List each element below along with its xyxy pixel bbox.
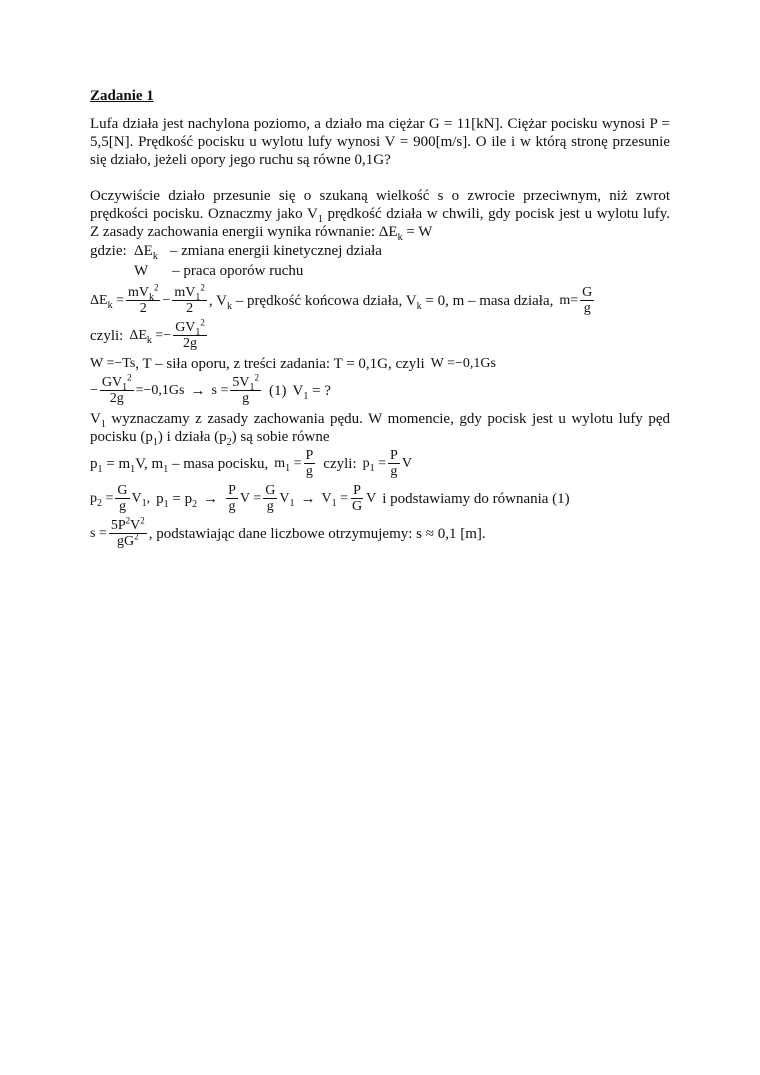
fraction-gv1-2g-b: $\frac{GV_1^2}{2g}$ bbox=[101, 372, 132, 406]
fraction-P-g-c: $\frac{P}{g}$ bbox=[228, 483, 236, 514]
equation-momentum-balance: $p_2$ = $\frac{G}{g}$ $V_1$, $p_1 = p_2$ → $\frac{P}{g}$ V = $\frac{G}{g}$ $V_1$ → $V_1$ = $\frac{P}{G}$ V i podstawiamy do równania (1) bbox=[90, 483, 570, 514]
document-page bbox=[90, 88, 670, 549]
fraction-final: $\frac{5P^2V^2}{gG^2}$ bbox=[110, 515, 145, 549]
equation-final-result: s = $\frac{5P^2V^2}{gG^2}$ , podstawiając dane liczbowe otrzymujemy: s ≈ 0,1 [m]. bbox=[90, 515, 486, 549]
fraction-P-g: $\frac{P}{g}$ bbox=[305, 448, 314, 479]
fraction-G-g-b: $\frac{G}{g}$ bbox=[117, 483, 128, 514]
fraction-G-g: $\frac{G}{g}$ bbox=[582, 285, 593, 316]
momentum-paragraph: $V_1$ wyznaczamy z zasady zachowania pędu. W momencie, gdy pocisk jest u wylotu lufy pęd pocisku $(p_1)$ i działa $(p_2)$ są sobie równe bbox=[90, 411, 670, 448]
task-title: Zadanie 1 bbox=[90, 88, 154, 104]
equation-displacement: − $\frac{GV_1^2}{2g}$ =−0,1Gs → s = $\frac{5V_1^2}{g}$ (1) $V_1$ = ? bbox=[90, 372, 331, 406]
fraction-mv12: $\frac{mV_1^2}{2}$ bbox=[174, 282, 205, 316]
fraction-gv1-2g: $\frac{GV_1^2}{2g}$ bbox=[175, 317, 205, 351]
fraction-G-g-c: $\frac{G}{g}$ bbox=[265, 483, 276, 514]
fraction-P-g-b: $\frac{P}{g}$ bbox=[390, 448, 398, 479]
fraction-5v1-g: $\frac{5V_1^2}{g}$ bbox=[232, 372, 259, 406]
gdzie-label: gdzie: bbox=[90, 243, 127, 259]
equation-work: W =−Ts , T – siła oporu, z treści zadania: T = 0,1G, czyli W =−0,1Gs bbox=[90, 356, 496, 372]
task-statement: Lufa działa jest nachylona poziomo, a działo ma ciężar G = 11[kN]. Ciężar pocisku wynosi P = 5,5[N]. Prędkość pocisku u wylotu lufy wynosi V = 900[m/s]. O ile i w którą stronę przesunie się działo, jeżeli opory jego ruchu są równe 0,1G? bbox=[90, 116, 670, 168]
equation-energy-change: $\Delta E_k$ = $\frac{mV_k^2}{2}$ − $\frac{mV_1^2}{2}$ , $V_k$ – prędkość końcowa działa, $V_k = 0$, m – masa działa, m = $\frac{G}{g}$ bbox=[90, 282, 593, 316]
definitions-block bbox=[90, 241, 670, 281]
equation-momentum-projectile: $p_1 = m_1V$, $m_1$ – masa pocisku, $m_1$ = $\frac{P}{g}$ czyli: $p_1$ = $\frac{P}{g}$ V bbox=[90, 448, 412, 479]
equation-czyli-delta-ek: czyli: $\Delta E_k$ =− $\frac{GV_1^2}{2g}$ bbox=[90, 317, 205, 351]
definition-delta-ek: $\Delta E_k$ – zmiana energii kinetycznej działa bbox=[134, 243, 382, 262]
fraction-mvk2: $\frac{mV_k^2}{2}$ bbox=[127, 282, 159, 316]
definition-w: W – praca oporów ruchu bbox=[134, 263, 304, 279]
fraction-P-G: $\frac{P}{G}$ bbox=[351, 483, 363, 514]
intro-paragraph: Oczywiście działo przesunie się o szukaną wielkość s o zwrocie przeciwnym, niż zwrot prędkości pocisku. Oznaczmy jako $V_1$ prędkość działa w chwili, gdy pocisk jest u wylotu lufy. Z zasady zachowania energii wynika równanie: $\Delta E_k = W$ bbox=[90, 188, 670, 243]
